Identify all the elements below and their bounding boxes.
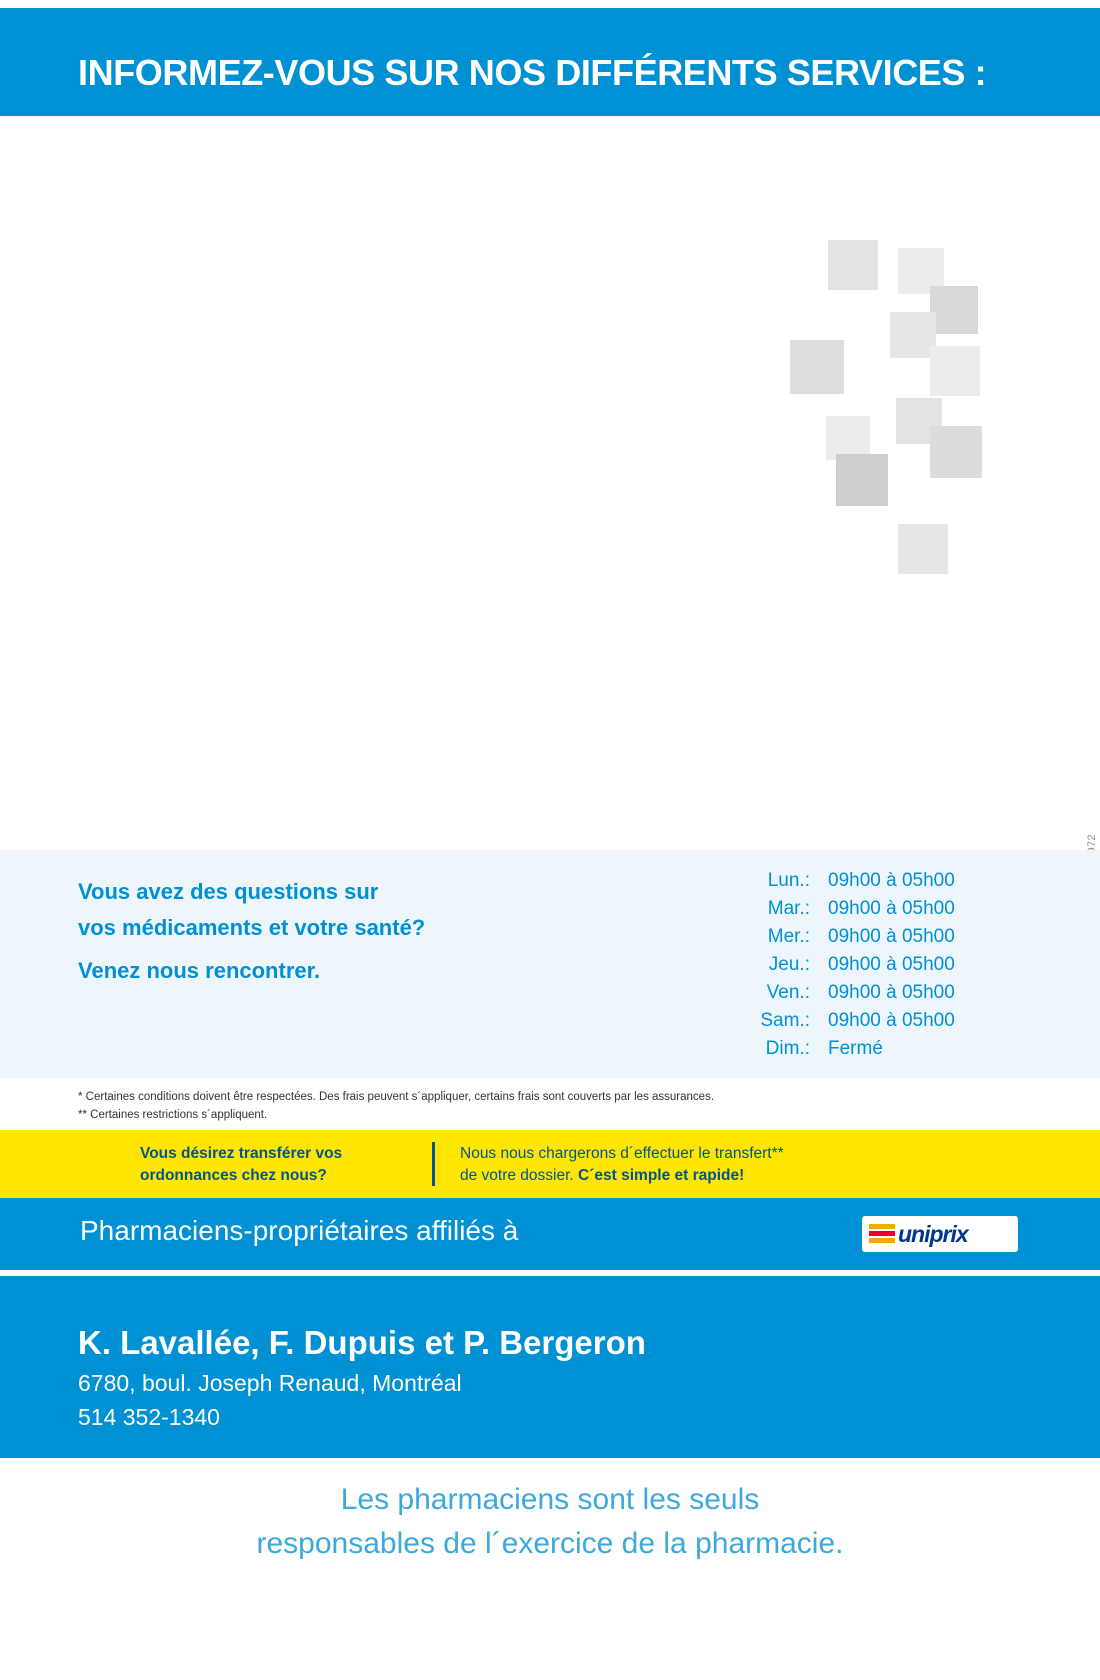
legal-line1: Les pharmaciens sont les seuls	[340, 1483, 760, 1516]
hours-day: Mer.:	[767, 926, 810, 947]
transfer-answer-line2	[460, 1165, 784, 1187]
decorative-cross-icon	[898, 524, 948, 574]
decorative-cross-icon	[930, 426, 982, 478]
info-hours-section	[0, 850, 1100, 1078]
header-banner	[0, 8, 1100, 116]
hours-time: 09h00 à 05h00	[828, 870, 955, 891]
affiliation-banner	[0, 1198, 1100, 1270]
hours-day: Ven.:	[766, 982, 810, 1003]
info-question-line2: vos médicaments et votre santé?	[78, 915, 426, 940]
info-question	[78, 874, 425, 946]
prescription-transfer-banner	[0, 1130, 1100, 1198]
transfer-question-line1: Vous désirez transférer vos	[140, 1145, 343, 1162]
decorative-cross-icon	[930, 286, 978, 334]
affiliation-text: Pharmaciens-propriétaires affiliés à	[80, 1215, 519, 1246]
hours-row	[732, 954, 1032, 982]
footnote-line2: ** Certaines restrictions s´appliquent.	[78, 1109, 268, 1121]
transfer-question-line2: ordonnances chez nous?	[140, 1167, 327, 1184]
transfer-answer-line2-plain: de votre dossier.	[460, 1167, 579, 1184]
hours-time: Fermé	[828, 1038, 883, 1059]
hours-day: Mar.:	[767, 898, 810, 919]
pharmacy-phone: 514 352-1340	[78, 1404, 220, 1430]
info-invite: Venez nous rencontrer.	[78, 958, 321, 983]
hours-row	[732, 1038, 1032, 1066]
hours-day: Sam.:	[760, 1010, 810, 1031]
hours-row	[732, 1010, 1032, 1038]
pharmacy-name: K. Lavallée, F. Dupuis et P. Bergeron	[78, 1324, 646, 1361]
content-blank-area	[0, 116, 1100, 850]
transfer-answer	[460, 1143, 784, 1187]
transfer-answer-line1: Nous nous chargerons d´effectuer le transfert**	[460, 1145, 784, 1162]
hours-day: Lun.:	[767, 870, 810, 891]
vertical-divider	[432, 1142, 435, 1186]
hours-time: 09h00 à 05h00	[828, 926, 955, 947]
hours-time: 09h00 à 05h00	[828, 982, 955, 1003]
pharmacy-address: 6780, boul. Joseph Renaud, Montréal	[78, 1370, 462, 1396]
hours-time: 09h00 à 05h00	[828, 1010, 955, 1031]
uniprix-logo	[862, 1216, 1018, 1252]
hours-row	[732, 870, 1032, 898]
hours-row	[732, 926, 1032, 954]
legal-statement	[0, 1478, 1100, 1566]
transfer-answer-emphasis: C´est simple et rapide!	[578, 1167, 745, 1184]
opening-hours-table	[732, 870, 1032, 1066]
footnote-line1: * Certaines conditions doivent être respectées. Des frais peuvent s´appliquer, certains frais sont couverts par les assurances.	[78, 1091, 715, 1103]
decorative-cross-icon	[836, 454, 888, 506]
legal-line2: responsables de l´exercice de la pharmacie.	[256, 1527, 844, 1560]
hours-row	[732, 898, 1032, 926]
decorative-cross-icon	[930, 346, 980, 396]
hours-day: Jeu.:	[768, 954, 810, 975]
info-question-line1: Vous avez des questions sur	[78, 879, 379, 904]
logo-stripes-icon	[869, 1224, 895, 1244]
hours-time: 09h00 à 05h00	[828, 954, 955, 975]
footnotes	[78, 1088, 714, 1124]
decorative-cross-icon	[828, 240, 878, 290]
logo-wordmark: uniprix	[898, 1221, 968, 1247]
hours-row	[732, 982, 1032, 1010]
decorative-cross-icon	[790, 340, 844, 394]
page-title: INFORMEZ-VOUS SUR NOS DIFFÉRENTS SERVICES :	[78, 52, 987, 93]
pharmacy-info-banner	[0, 1276, 1100, 1458]
transfer-question	[140, 1143, 420, 1187]
hours-day: Dim.:	[765, 1038, 810, 1059]
hours-time: 09h00 à 05h00	[828, 898, 955, 919]
